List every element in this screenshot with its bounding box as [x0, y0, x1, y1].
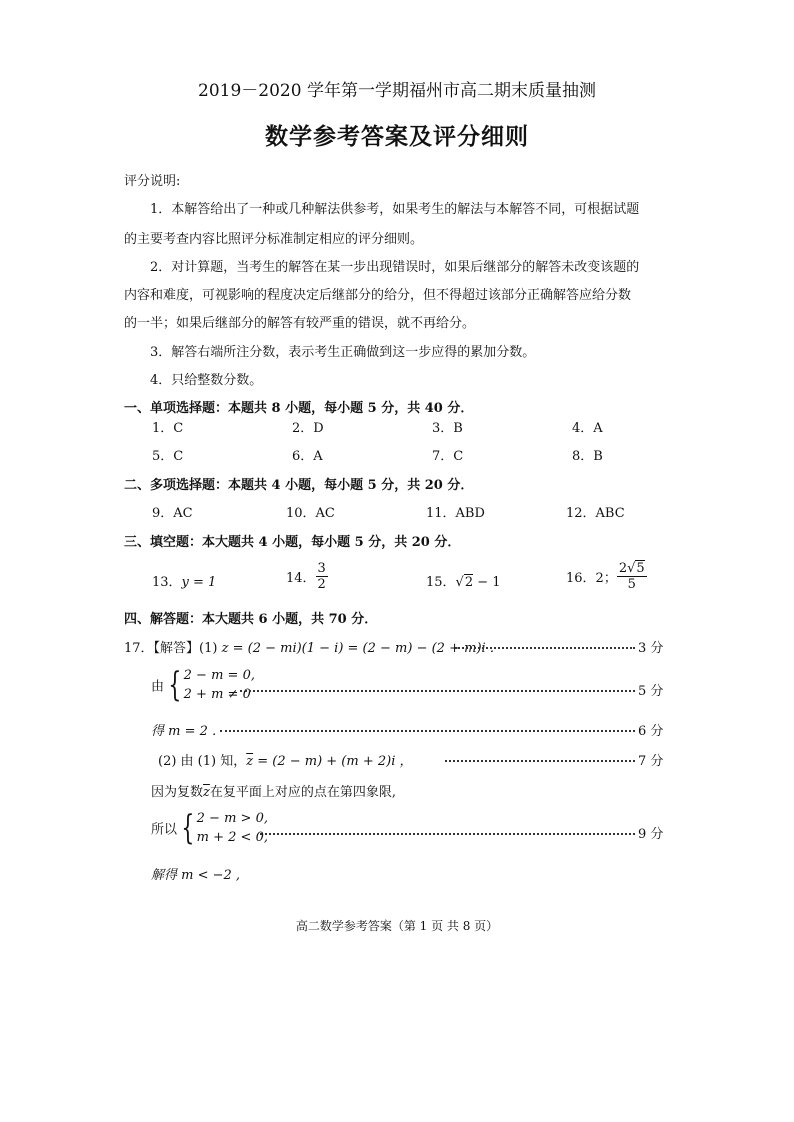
answer-16-numerator [617, 561, 647, 577]
q17-points-9: 9 分 [638, 827, 664, 842]
answer-11: 11．ABD [426, 506, 485, 521]
answer-14-label: 14． [286, 571, 316, 586]
q17-points-5: 5 分 [638, 684, 664, 699]
answer-8: 8．B [572, 449, 603, 464]
equation-system [184, 666, 255, 704]
q17-line-5 [151, 781, 396, 800]
answer-10: 10．AC [286, 506, 335, 521]
sqrt-sign: √ [455, 575, 464, 590]
note-1-line-1: 1．本解答给出了一种或几种解法供参考，如果考生的解法与本解答不同，可根据试题 [150, 202, 640, 217]
q17-line-7: 解得 m < −2 , [151, 868, 241, 883]
note-1-line-2: 的主要考查内容比照评分标准制定相应的评分细则。 [124, 232, 424, 247]
q17-line-5-a: 因为复数 [151, 785, 204, 800]
q17-line-2 [151, 666, 255, 704]
q17-line-4 [158, 750, 413, 769]
section-3-heading: 三、填空题：本大题共 4 小题，每小题 5 分，共 20 分． [124, 535, 461, 550]
answer-16-radicand: 5 [636, 561, 645, 576]
answer-5: 5．C [152, 449, 184, 464]
q17-label: 17．【解答】(1) [124, 641, 218, 656]
q17-points-7: 7 分 [638, 754, 664, 769]
note-2-line-1: 2．对计算题，当考生的解答在某一步出现错误时，如果后继部分的解答未改变该题的 [150, 260, 640, 275]
leader-dots [260, 833, 635, 835]
q17-line-1 [124, 637, 503, 656]
leader-dots [445, 760, 635, 762]
note-3: 3．解答右端所注分数，表示考生正确做到这一步应得的累加分数。 [150, 345, 536, 360]
answer-14 [286, 561, 328, 592]
answer-14-denominator: 2 [317, 577, 326, 592]
q17-line-1-expr: z = (2 − mi)(1 − i) = (2 − m) − (2 + m)i ． [221, 641, 503, 656]
exam-title: 2019－2020 学年第一学期福州市高二期末质量抽测 [198, 81, 596, 101]
answer-16-fraction [617, 561, 647, 592]
answer-14-fraction [316, 561, 328, 592]
q17-line-6-prefix: 所以 [151, 822, 178, 838]
answer-13 [152, 571, 216, 590]
answer-16 [566, 561, 647, 592]
system-eq-1: 2 − m = 0, [183, 668, 255, 683]
q17-points-6: 6 分 [638, 724, 664, 739]
answer-12: 12．ABC [566, 506, 625, 521]
z-conjugate: $\overline{z}$ [203, 785, 210, 800]
answer-16-denominator: 5 [627, 577, 636, 592]
answer-3: 3．B [432, 421, 463, 436]
answer-2: 2．D [292, 421, 324, 436]
answer-13-label: 13． [152, 575, 182, 590]
answer-9: 9．AC [152, 506, 193, 521]
leader-dots [240, 690, 635, 692]
q17-line-3: 得 m = 2 ． [151, 724, 226, 739]
answer-1: 1．C [152, 421, 184, 436]
answer-15 [426, 571, 501, 590]
z-conjugate: $\overline{z}$ [246, 754, 254, 769]
q17-line-6 [151, 809, 268, 847]
leader-dots [220, 730, 635, 732]
q17-points-3: 3 分 [638, 641, 664, 656]
answer-16-label: 16．2； [566, 571, 617, 586]
system-ineq-2: m + 2 < 0, [196, 830, 268, 845]
note-4: 4．只给整数分数。 [150, 373, 263, 388]
system-ineq-1: 2 − m > 0, [196, 811, 268, 826]
answer-4: 4．A [572, 421, 603, 436]
q17-line-4-prefix: (2) 由 (1) 知， [158, 754, 247, 769]
notes-heading: 评分说明: [124, 174, 181, 189]
answer-13-expr: y = 1 [181, 575, 217, 590]
answer-14-numerator: 3 [317, 561, 326, 576]
answer-15-rest: − 1 [473, 575, 501, 590]
q17-line-2-prefix: 由 [151, 679, 165, 695]
left-brace-icon: { [181, 808, 195, 848]
section-4-heading: 四、解答题：本大题共 6 小题，共 70 分． [124, 612, 378, 627]
page-footer: 高二数学参考答案（第 1 页 共 8 页） [295, 919, 499, 933]
note-2-line-3: 的一半；如果后继部分的解答有较严重的错误，就不再给分。 [124, 316, 476, 331]
answer-16-coef: 2 [618, 561, 628, 576]
answer-15-radicand: 2 [464, 575, 474, 590]
q17-line-4-expr: = (2 − m) + (m + 2)i ， [253, 754, 413, 769]
note-2-line-2: 内容和难度，可视影响的程度决定后继部分的给分，但不得超过该部分正确解答应给分数 [124, 288, 632, 303]
answer-7: 7．C [432, 449, 464, 464]
sqrt-sign: √ [627, 561, 636, 576]
system-eq-2: 2 + m ≠ 0 [183, 687, 251, 702]
leader-dots [455, 647, 635, 649]
q17-line-5-b: 在复平面上对应的点在第四象限, [209, 785, 397, 800]
section-1-heading: 一、单项选择题：本题共 8 小题，每小题 5 分，共 40 分． [124, 401, 474, 416]
answer-15-label: 15． [426, 575, 456, 590]
inequality-system [197, 809, 268, 847]
document-title: 数学参考答案及评分细则 [265, 123, 529, 150]
left-brace-icon: { [168, 665, 182, 705]
answer-6: 6．A [292, 449, 323, 464]
section-2-heading: 二、多项选择题：本题共 4 小题，每小题 5 分，共 20 分． [124, 478, 474, 493]
